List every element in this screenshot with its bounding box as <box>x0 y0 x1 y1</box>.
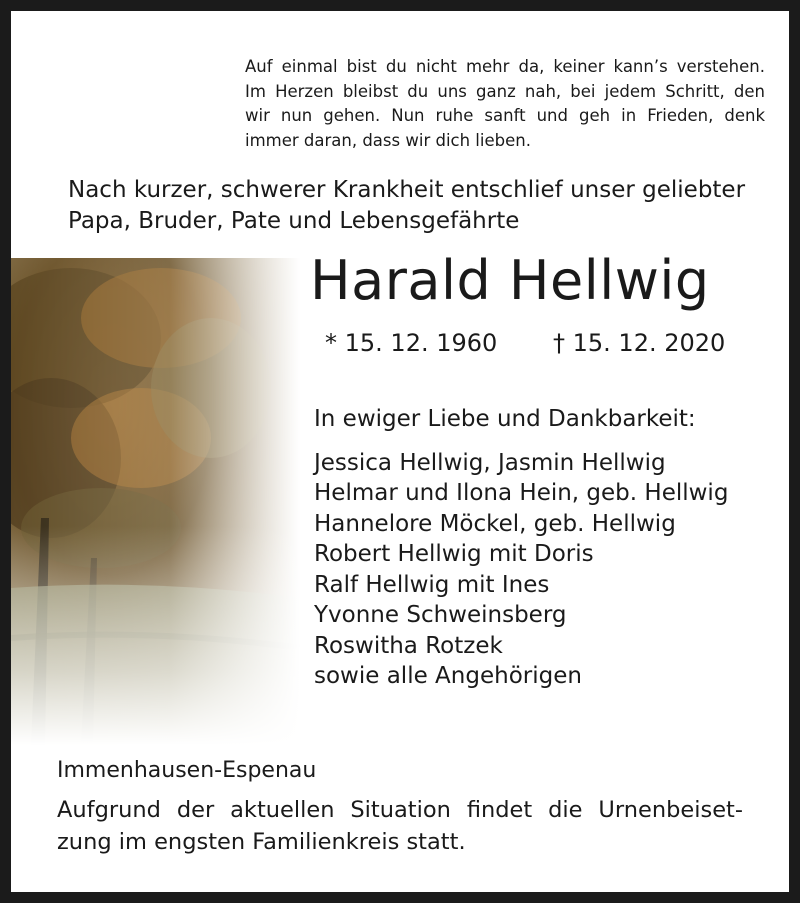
notice-line: Aufgrund der aktuellen Situation findet die Urnenbeiset- <box>57 797 743 823</box>
intro-text <box>68 175 788 237</box>
mourner-name: Yvonne Schweinsberg <box>314 602 567 628</box>
poem-line: wir nun gehen. Nun ruhe sanft und geh in Frieden, denk <box>245 106 765 125</box>
poem-line: Im Herzen bleibst du uns ganz nah, bei jedem Schritt, den <box>245 81 765 101</box>
funeral-notice <box>57 794 743 858</box>
mourner-name: Ralf Hellwig mit Ines <box>314 571 550 598</box>
autumn-avenue-photo <box>11 258 300 745</box>
mourner-name: Helmar und Ilona Hein, geb. Hellwig <box>314 480 729 506</box>
deceased-name: Harald Hellwig <box>310 249 710 312</box>
intro-line: Papa, Bruder, Pate und Lebensgefährte <box>68 208 520 234</box>
mourner-name: sowie alle Angehörigen <box>314 663 582 689</box>
notice-line: zung im engsten Familienkreis statt. <box>57 829 466 855</box>
mourner-name: Robert Hellwig mit Doris <box>314 541 594 567</box>
mourner-name: Hannelore Möckel, geb. Hellwig <box>314 510 676 537</box>
intro-line: Nach kurzer, schwerer Krankheit entschlief unser geliebter <box>68 177 746 203</box>
place-name: Immenhausen-Espenau <box>57 758 317 783</box>
birth-date: * 15. 12. 1960 <box>325 329 498 357</box>
mourners-heading: In ewiger Liebe und Dankbarkeit: <box>314 406 696 432</box>
poem <box>245 55 765 153</box>
poem-line: immer daran, dass wir dich lieben. <box>245 130 531 150</box>
death-date: † 15. 12. 2020 <box>553 329 726 357</box>
poem-line: Auf einmal bist du nicht mehr da, keiner kann’s verstehen. <box>245 57 765 76</box>
mourner-name: Roswitha Rotzek <box>314 632 503 659</box>
mourners-list <box>314 404 728 692</box>
mourner-name: Jessica Hellwig, Jasmin Hellwig <box>314 449 666 476</box>
